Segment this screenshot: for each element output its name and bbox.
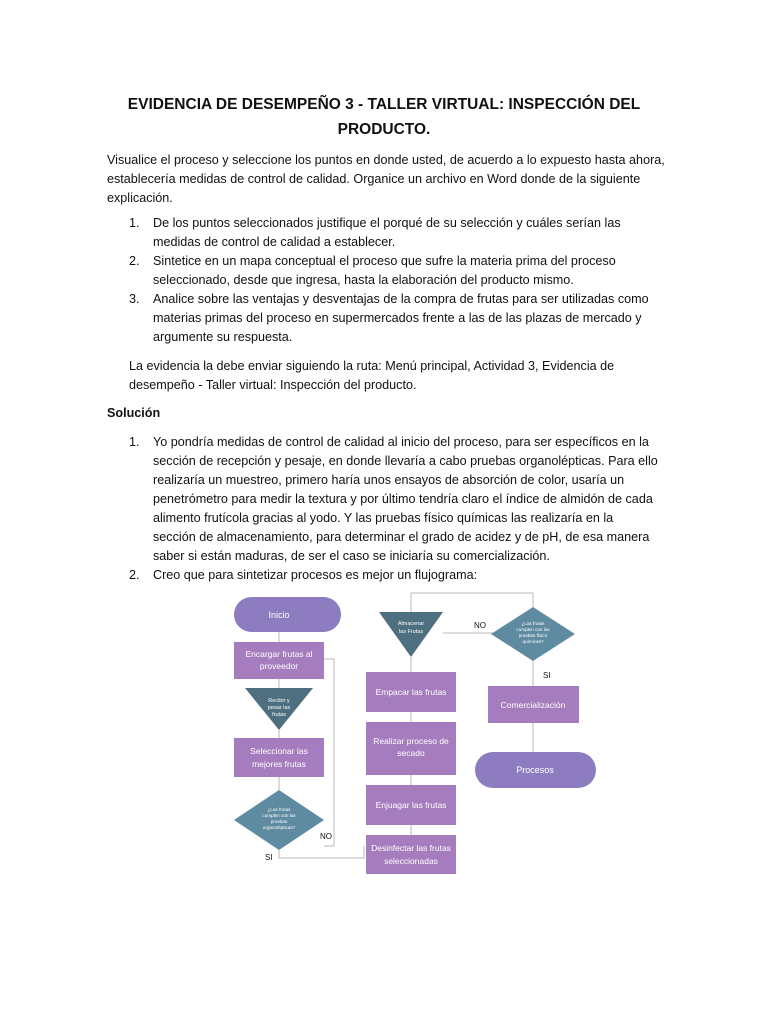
drying-label-line2: secado <box>397 748 425 758</box>
physicochemical-decision-line3: pruebas físico <box>518 633 548 638</box>
receive-weigh-label-line1: Recibir y <box>268 698 290 704</box>
drying-label-line1: Realizar proceso de <box>373 736 449 746</box>
commercialization-label: Comercialización <box>500 700 566 710</box>
list-number: 1. <box>129 435 140 449</box>
order-fruits-label-line2: proveedor <box>259 661 299 671</box>
physicochemical-decision-line4: químicas? <box>522 639 544 644</box>
select-fruits-label-line2: mejores frutas <box>252 759 306 769</box>
list-text: Sintetice en un mapa conceptual el proceso que sufre la materia prima del proceso seleccionado, desde que ingresa, hasta la elaboración del producto mismo. <box>153 254 616 287</box>
order-fruits-label-line1: Encargar frutas al <box>245 649 313 659</box>
receive-weigh-label-line3: frutas <box>272 712 286 718</box>
list-number: 2. <box>129 254 140 268</box>
rinse-label: Enjuagar las frutas <box>375 800 447 810</box>
list-number: 1. <box>129 216 140 230</box>
processes-label: Procesos <box>516 765 554 775</box>
no-label-2: NO <box>474 621 486 630</box>
pack-label: Empacar las frutas <box>375 687 447 697</box>
store-label-line2: las Frutas <box>398 629 424 635</box>
list-text: Yo pondría medidas de control de calidad al inicio del proceso, para ser específicos en la sección de recepción y pesaje, en donde llevaría a cabo pruebas organolépticas. Para ello realizaría un muestreo, primero haría unos ensayos de absorción de color, usaría un penetrómetro para medir la textura y por último tendría claro el índice de almidón de cada alimento frutícola gracias al yodo. Y las pruebas físico químicas las realizaría en la sección de almacenamiento, para determinar el grado de acidez y de pH, de esa manera saber si están maduras, de ser el caso se iniciaría su comercialización. <box>153 435 658 563</box>
disinfect-label-line2: seleccionadas <box>384 856 438 866</box>
intro-paragraph: Visualice el proceso y seleccione los puntos en donde usted, de acuerdo a lo expuesto hasta ahora, establecería medidas de control de calidad. Organice un archivo en Word donde de la siguiente explicación. <box>107 153 665 205</box>
disinfect-label-line1: Desinfectar las frutas <box>371 843 451 853</box>
select-fruits-box <box>234 738 324 777</box>
disinfect-box <box>366 835 456 874</box>
list-number: 2. <box>129 568 140 582</box>
physicochemical-decision-line1: ¿Las frutas <box>521 621 545 626</box>
organoleptic-decision-line2: cumplen con las <box>262 813 296 818</box>
physicochemical-decision-line2: cumplen con las <box>516 627 550 632</box>
solution-heading: Solución <box>107 406 161 420</box>
organoleptic-decision-line1: ¿Las frutas <box>267 807 291 812</box>
start-label: Inicio <box>268 610 290 620</box>
receive-weigh-label-line2: pesar las <box>267 705 291 711</box>
select-fruits-label-line1: Seleccionar las <box>250 746 308 756</box>
store-label-line1: Almacenar <box>397 621 425 627</box>
no-label-1: NO <box>320 832 332 841</box>
list-text: Analice sobre las ventajas y desventajas de la compra de frutas para ser utilizadas como materias primas del proceso en supermercados frente a las de las plazas de mercado y argumente su respuesta. <box>153 292 649 344</box>
document-title: EVIDENCIA DE DESEMPEÑO 3 - TALLER VIRTUAL: INSPECCIÓN DEL PRODUCTO. <box>127 96 641 138</box>
si-label-1: SI <box>265 853 273 862</box>
list-number: 3. <box>129 292 140 306</box>
organoleptic-decision-line3: pruebas <box>270 819 288 824</box>
si-label-2: SI <box>543 671 551 680</box>
list-text: De los puntos seleccionados justifique el porqué de su selección y cuáles serían las medidas de control de calidad a establecer. <box>153 216 621 249</box>
list-text: Creo que para sintetizar procesos es mejor un flujograma: <box>153 568 478 582</box>
evidence-route-paragraph: La evidencia la debe enviar siguiendo la ruta: Menú principal, Actividad 3, Evidencia de desempeño - Taller virtual: Inspección del producto. <box>129 359 615 392</box>
organoleptic-decision-line4: organolépticas? <box>262 825 296 830</box>
